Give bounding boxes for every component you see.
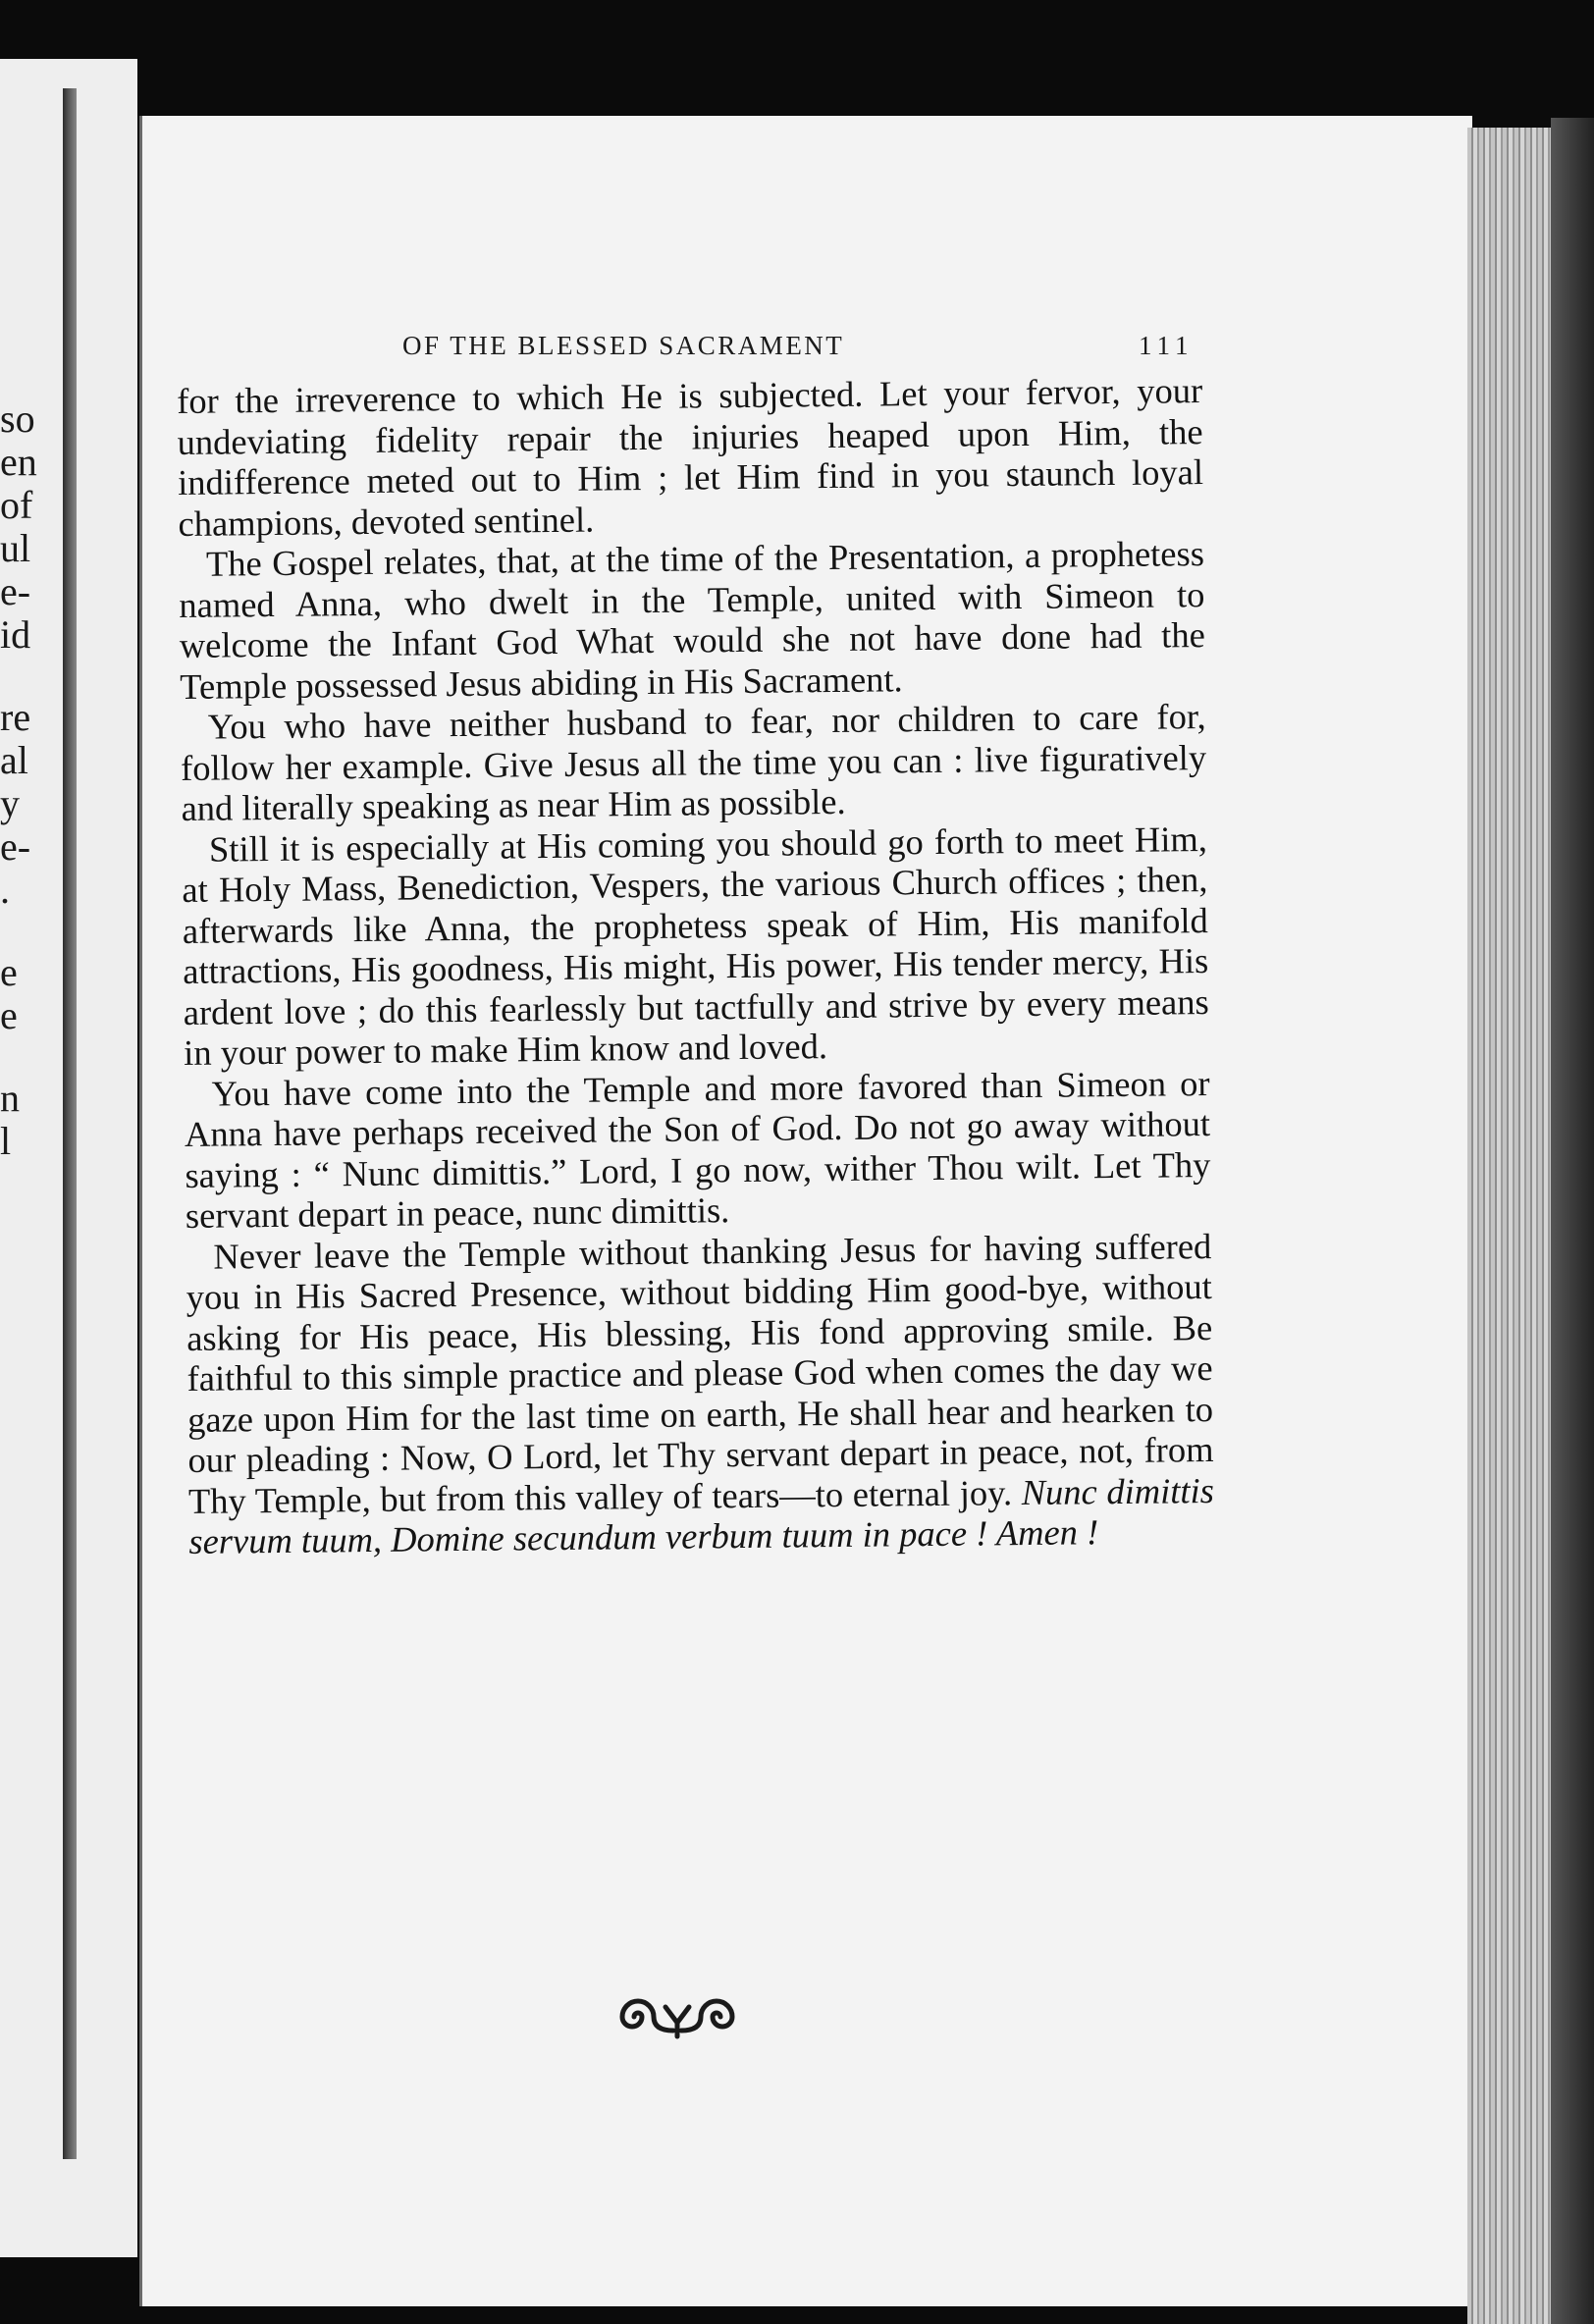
left-fragment: al bbox=[0, 738, 28, 782]
paragraph-final bbox=[186, 1226, 1214, 1562]
latin-closing: Nunc dimittis servum tuum, Domine secundum verbum tuum in pace ! Amen ! bbox=[188, 1469, 1215, 1561]
left-fragment: en bbox=[0, 440, 37, 484]
left-fragment: e bbox=[0, 950, 18, 994]
left-fragment: id bbox=[0, 612, 31, 657]
left-fragment: of bbox=[0, 483, 33, 527]
left-fragment bbox=[0, 912, 69, 951]
left-fragment: y bbox=[0, 781, 20, 825]
left-fragment: e bbox=[0, 993, 18, 1037]
left-fragment: ul bbox=[0, 526, 31, 570]
left-fragment: . bbox=[0, 868, 10, 912]
paragraph: Still it is especially at His coming you should go forth to meet Him, at Holy Mass, Benediction, Vespers, the various Church offices ; then, afterwards like Anna, the prophetess speak of Him, His manifold attractions, His goodness, His might, His power, His tender mercy, His ardent love ; do this fearlessly but tactfully and strive by every means in your power to make Him know and loved. bbox=[182, 818, 1209, 1073]
running-head: OF THE BLESSED SACRAMENT bbox=[402, 331, 845, 360]
left-fragment: so bbox=[0, 396, 35, 441]
left-fragment: n bbox=[0, 1076, 20, 1120]
left-page-text-fragments bbox=[0, 397, 69, 1163]
paragraph: You who have neither husband to fear, nor children to care for, follow her example. Give Jesus all the time you can : live figuratively and literally speaking as near Him as possible. bbox=[180, 696, 1207, 828]
left-fragment: l bbox=[0, 1119, 12, 1163]
left-fragment: re bbox=[0, 695, 31, 739]
paragraph: The Gospel relates, that, at the time of the Presentation, a prophetess named Anna, who dwelt in the Temple, united with Simeon to welcome the Infant God What would she not have done had the Temple possessed Jesus abiding in His Sacrament. bbox=[179, 533, 1205, 707]
scroll-ornament-icon bbox=[599, 1978, 756, 2046]
page-number: 111 bbox=[1139, 331, 1195, 360]
body-text bbox=[177, 370, 1215, 1561]
left-fragment: e- bbox=[0, 824, 31, 869]
final-paragraph-text: Never leave the Temple without thanking Jesus for having suffered you in His Sacred Presence, without bidding Him good-bye, without asking for His peace, His blessing, His fond approving smile. Be faithful to this simple practice and please God when comes the day we gaze upon Him for the last time on earth, He shall hear and hearken to our pleading : Now, O Lord, let Thy servant depart in peace, not, from Thy Temple, but from this valley of tears—to eternal joy. bbox=[186, 1225, 1214, 1521]
left-fragment: e- bbox=[0, 569, 31, 613]
paragraph: You have come into the Temple and more favored than Simeon or Anna have perhaps received the Son of God. Do not go away without saying : “ Nunc dimittis.” Lord, I go now, wither Thou wilt. Let Thy servant depart in peace, nunc dimittis. bbox=[184, 1062, 1211, 1236]
left-fragment bbox=[0, 1037, 69, 1077]
book-cover-edge bbox=[1551, 118, 1594, 2324]
book-binding bbox=[63, 88, 77, 2159]
left-fragment bbox=[0, 657, 69, 696]
paragraph: for the irreverence to which He is subjected. Let your fervor, your undeviating fidelity repair the injuries heaped upon Him, the indifference meted out to Him ; let Him find in you staunch loyal champions, devoted sentinel. bbox=[177, 370, 1204, 544]
